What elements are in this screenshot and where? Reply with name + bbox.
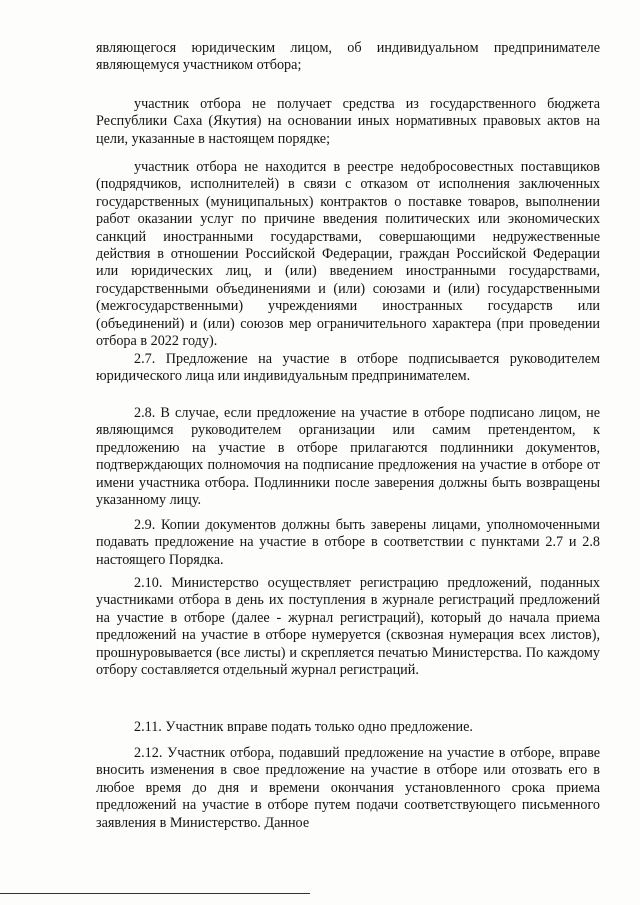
paragraph-2-9: [96, 517, 600, 569]
paragraph-unfair-suppliers-registry: [96, 159, 600, 350]
paragraph-text: являющегося юридическим лицом, об индивидуальном предпринимателе являющемуся участником отбора;: [96, 40, 600, 74]
paragraph-no-budget-funds: [96, 96, 600, 148]
paragraph-text: 2.12. Участник отбора, подавший предложение на участие в отборе, вправе вносить изменения в свое предложение на участие в отборе или отозвать его в любое время до дня и времени окончания установленного срока приема предложений на участие в отборе путем подачи соответствующего письменного заявления в Министерство. Данное: [96, 745, 600, 831]
paragraph-text: 2.9. Копии документов должны быть заверены лицами, уполномоченными подавать предложение на участие в отборе в соответствии с пунктами 2.7 и 2.8 настоящего Порядка.: [96, 517, 600, 568]
paragraph-text: участник отбора не получает средства из государственного бюджета Республики Саха (Якутия) на основании иных нормативных правовых актов на цели, указанные в настоящем порядке;: [96, 96, 600, 147]
paragraph-2-12: [96, 745, 600, 832]
paragraph-text: участник отбора не находится в реестре недобросовестных поставщиков (подрядчиков, исполнителей) в связи с отказом от исполнения заключенных государственных (муниципальных) контрактов о поставке товаров, выполнении работ оказании услуг по причине введения политических или экономических санкций иностранными государствами, совершающими недружественные действия в отношении Российской Федерации, граждан Российской Федерации или юридических лиц, и (или) введением иностранными государствами, государственными объединениями и (или) союзами и (или) государственными (межгосударственными) учреждениями иностранных государств или (объединений) и (или) союзов мер ограничительного характера (при проведении отбора в 2022 году).: [96, 159, 600, 350]
paragraph-text: 2.8. В случае, если предложение на участие в отборе подписано лицом, не являющимся руководителем организации или самим претендентом, к предложению на участие в отборе прилагаются подлинники документов, подтверждающих полномочия на подписание предложения на участие в отборе от имени участника отбора. Подлинники после заверения должны быть возвращены указанному лицу.: [96, 405, 600, 509]
paragraph-2-10: [96, 575, 600, 679]
paragraph-2-11: [96, 719, 600, 736]
paragraph-text: 2.11. Участник вправе подать только одно предложение.: [134, 719, 473, 735]
paragraph-text: 2.10. Министерство осуществляет регистрацию предложений, поданных участниками отбора в день их поступления в журнале регистраций предложений на участие в отборе (далее - журнал регистраций), который до начала приема предложений на участие в отборе нумеруется (сквозная нумерация всех листов), прошнуровывается (все листы) и скрепляется печатью Министерства. По каждому отбору составляется отдельный журнал регистраций.: [96, 575, 600, 679]
paragraph-continuation: [96, 40, 600, 75]
paragraph-2-8: [96, 405, 600, 509]
paragraph-text: 2.7. Предложение на участие в отборе подписывается руководителем юридического лица или индивидуальным предпринимателем.: [96, 351, 600, 385]
footer-divider: [0, 893, 310, 894]
paragraph-2-7: [96, 351, 600, 386]
